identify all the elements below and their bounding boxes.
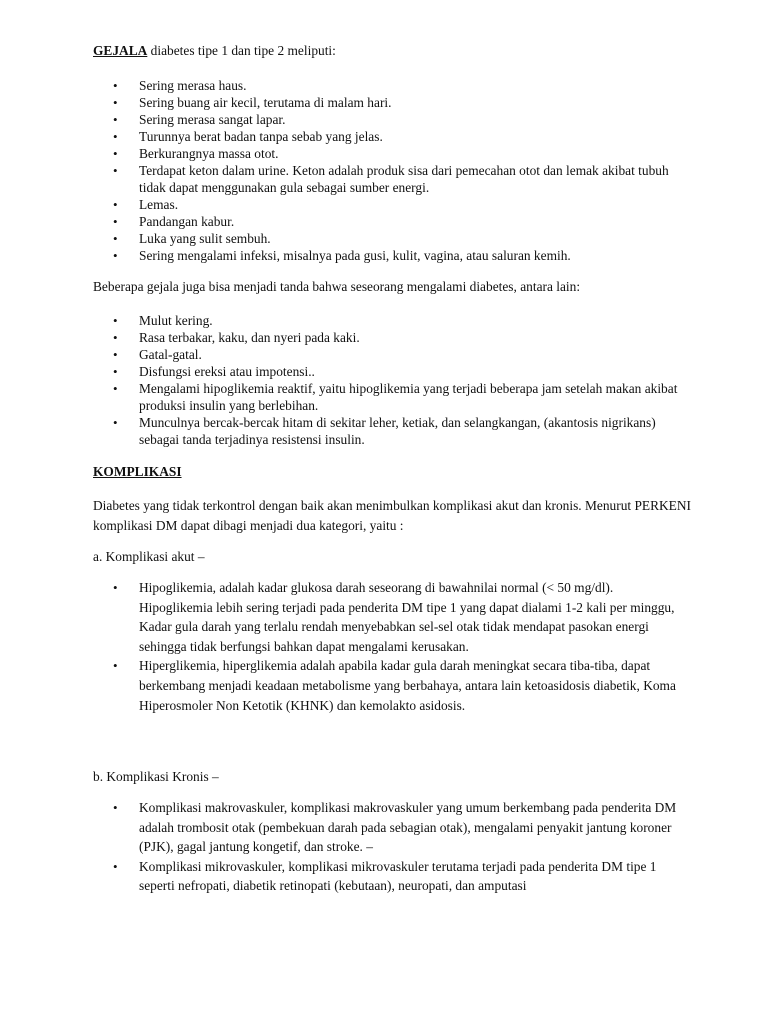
list-item: • Lemas. xyxy=(113,196,683,213)
gejala-secondary-list xyxy=(113,312,683,448)
list-item: • Mulut kering. xyxy=(113,312,683,329)
list-item: • Munculnya bercak-bercak hitam di sekitar leher, ketiak, dan selangkangan, (akantosis nigrikans) sebagai tanda terjadinya resistensi insulin. xyxy=(113,414,683,448)
gejala-intro-text: diabetes tipe 1 dan tipe 2 meliputi: xyxy=(147,43,336,58)
list-item: • Hiperglikemia, hiperglikemia adalah apabila kadar gula darah meningkat secara tiba-tiba, dapat berkembang menjadi keadaan metabolisme yang berbahaya, antara lain ketoasidosis diabetik, Koma Hiperosmoler Non Ketotik (KHNK) dan kemolakto asidosis. xyxy=(113,656,683,715)
list-item: • Pandangan kabur. xyxy=(113,213,683,230)
list-item: • Hipoglikemia, adalah kadar glukosa darah seseorang di bawahnilai normal (< 50 mg/dl). Hipoglikemia lebih sering terjadi pada penderita DM tipe 1 yang dapat dialami 1-2 kali per minggu, Kadar gula darah yang terlalu rendah menyebabkan sel-sel otak tidak mendapat pasokan energi sehingga tidak berfungsi bahkan dapat mengalami kerusakan. xyxy=(113,578,683,656)
komplikasi-kronis-list xyxy=(113,798,683,896)
gejala-list xyxy=(113,77,683,264)
komplikasi-heading: KOMPLIKASI xyxy=(93,464,182,479)
list-item: • Mengalami hipoglikemia reaktif, yaitu hipoglikemia yang terjadi beberapa jam setelah makan akibat produksi insulin yang berlebihan. xyxy=(113,380,683,414)
list-item: • Komplikasi mikrovaskuler, komplikasi mikrovaskuler terutama terjadi pada penderita DM tipe 1 seperti nefropati, diabetik retinopati (kebutaan), neuropati, dan amputasi xyxy=(113,857,683,896)
komplikasi-intro: Diabetes yang tidak terkontrol dengan baik akan menimbulkan komplikasi akut dan kronis. Menurut PERKENI komplikasi DM dapat dibagi menjadi dua kategori, yaitu : xyxy=(93,498,691,533)
list-item: • Sering mengalami infeksi, misalnya pada gusi, kulit, vagina, atau saluran kemih. xyxy=(113,247,683,264)
list-item: • Terdapat keton dalam urine. Keton adalah produk sisa dari pemecahan otot dan lemak akibat tubuh tidak dapat menggunakan gula sebagai sumber energi. xyxy=(113,162,683,196)
list-item: • Sering merasa sangat lapar. xyxy=(113,111,683,128)
gejala-intro xyxy=(93,42,693,59)
list-item: • Rasa terbakar, kaku, dan nyeri pada kaki. xyxy=(113,329,683,346)
list-item: • Sering buang air kecil, terutama di malam hari. xyxy=(113,94,683,111)
list-item: • Gatal-gatal. xyxy=(113,346,683,363)
list-item: • Komplikasi makrovaskuler, komplikasi makrovaskuler yang umum berkembang pada penderita DM adalah trombosit otak (pembekuan darah pada sebagian otak), mengalami penyakit jantung koroner (PJK), gagal jantung kongetif, dan stroke. – xyxy=(113,798,683,857)
list-item: • Turunnya berat badan tanpa sebab yang jelas. xyxy=(113,128,683,145)
gejala-heading: GEJALA xyxy=(93,43,148,58)
gejala-secondary-intro: Beberapa gejala juga bisa menjadi tanda bahwa seseorang mengalami diabetes, antara lain: xyxy=(93,279,581,294)
komplikasi-akut-label: a. Komplikasi akut – xyxy=(93,549,205,564)
list-item: • Disfungsi ereksi atau impotensi.. xyxy=(113,363,683,380)
list-item: • Luka yang sulit sembuh. xyxy=(113,230,683,247)
list-item: • Berkurangnya massa otot. xyxy=(113,145,683,162)
komplikasi-akut-list xyxy=(113,578,683,715)
komplikasi-kronis-label: b. Komplikasi Kronis – xyxy=(93,769,219,784)
list-item: • Sering merasa haus. xyxy=(113,77,683,94)
